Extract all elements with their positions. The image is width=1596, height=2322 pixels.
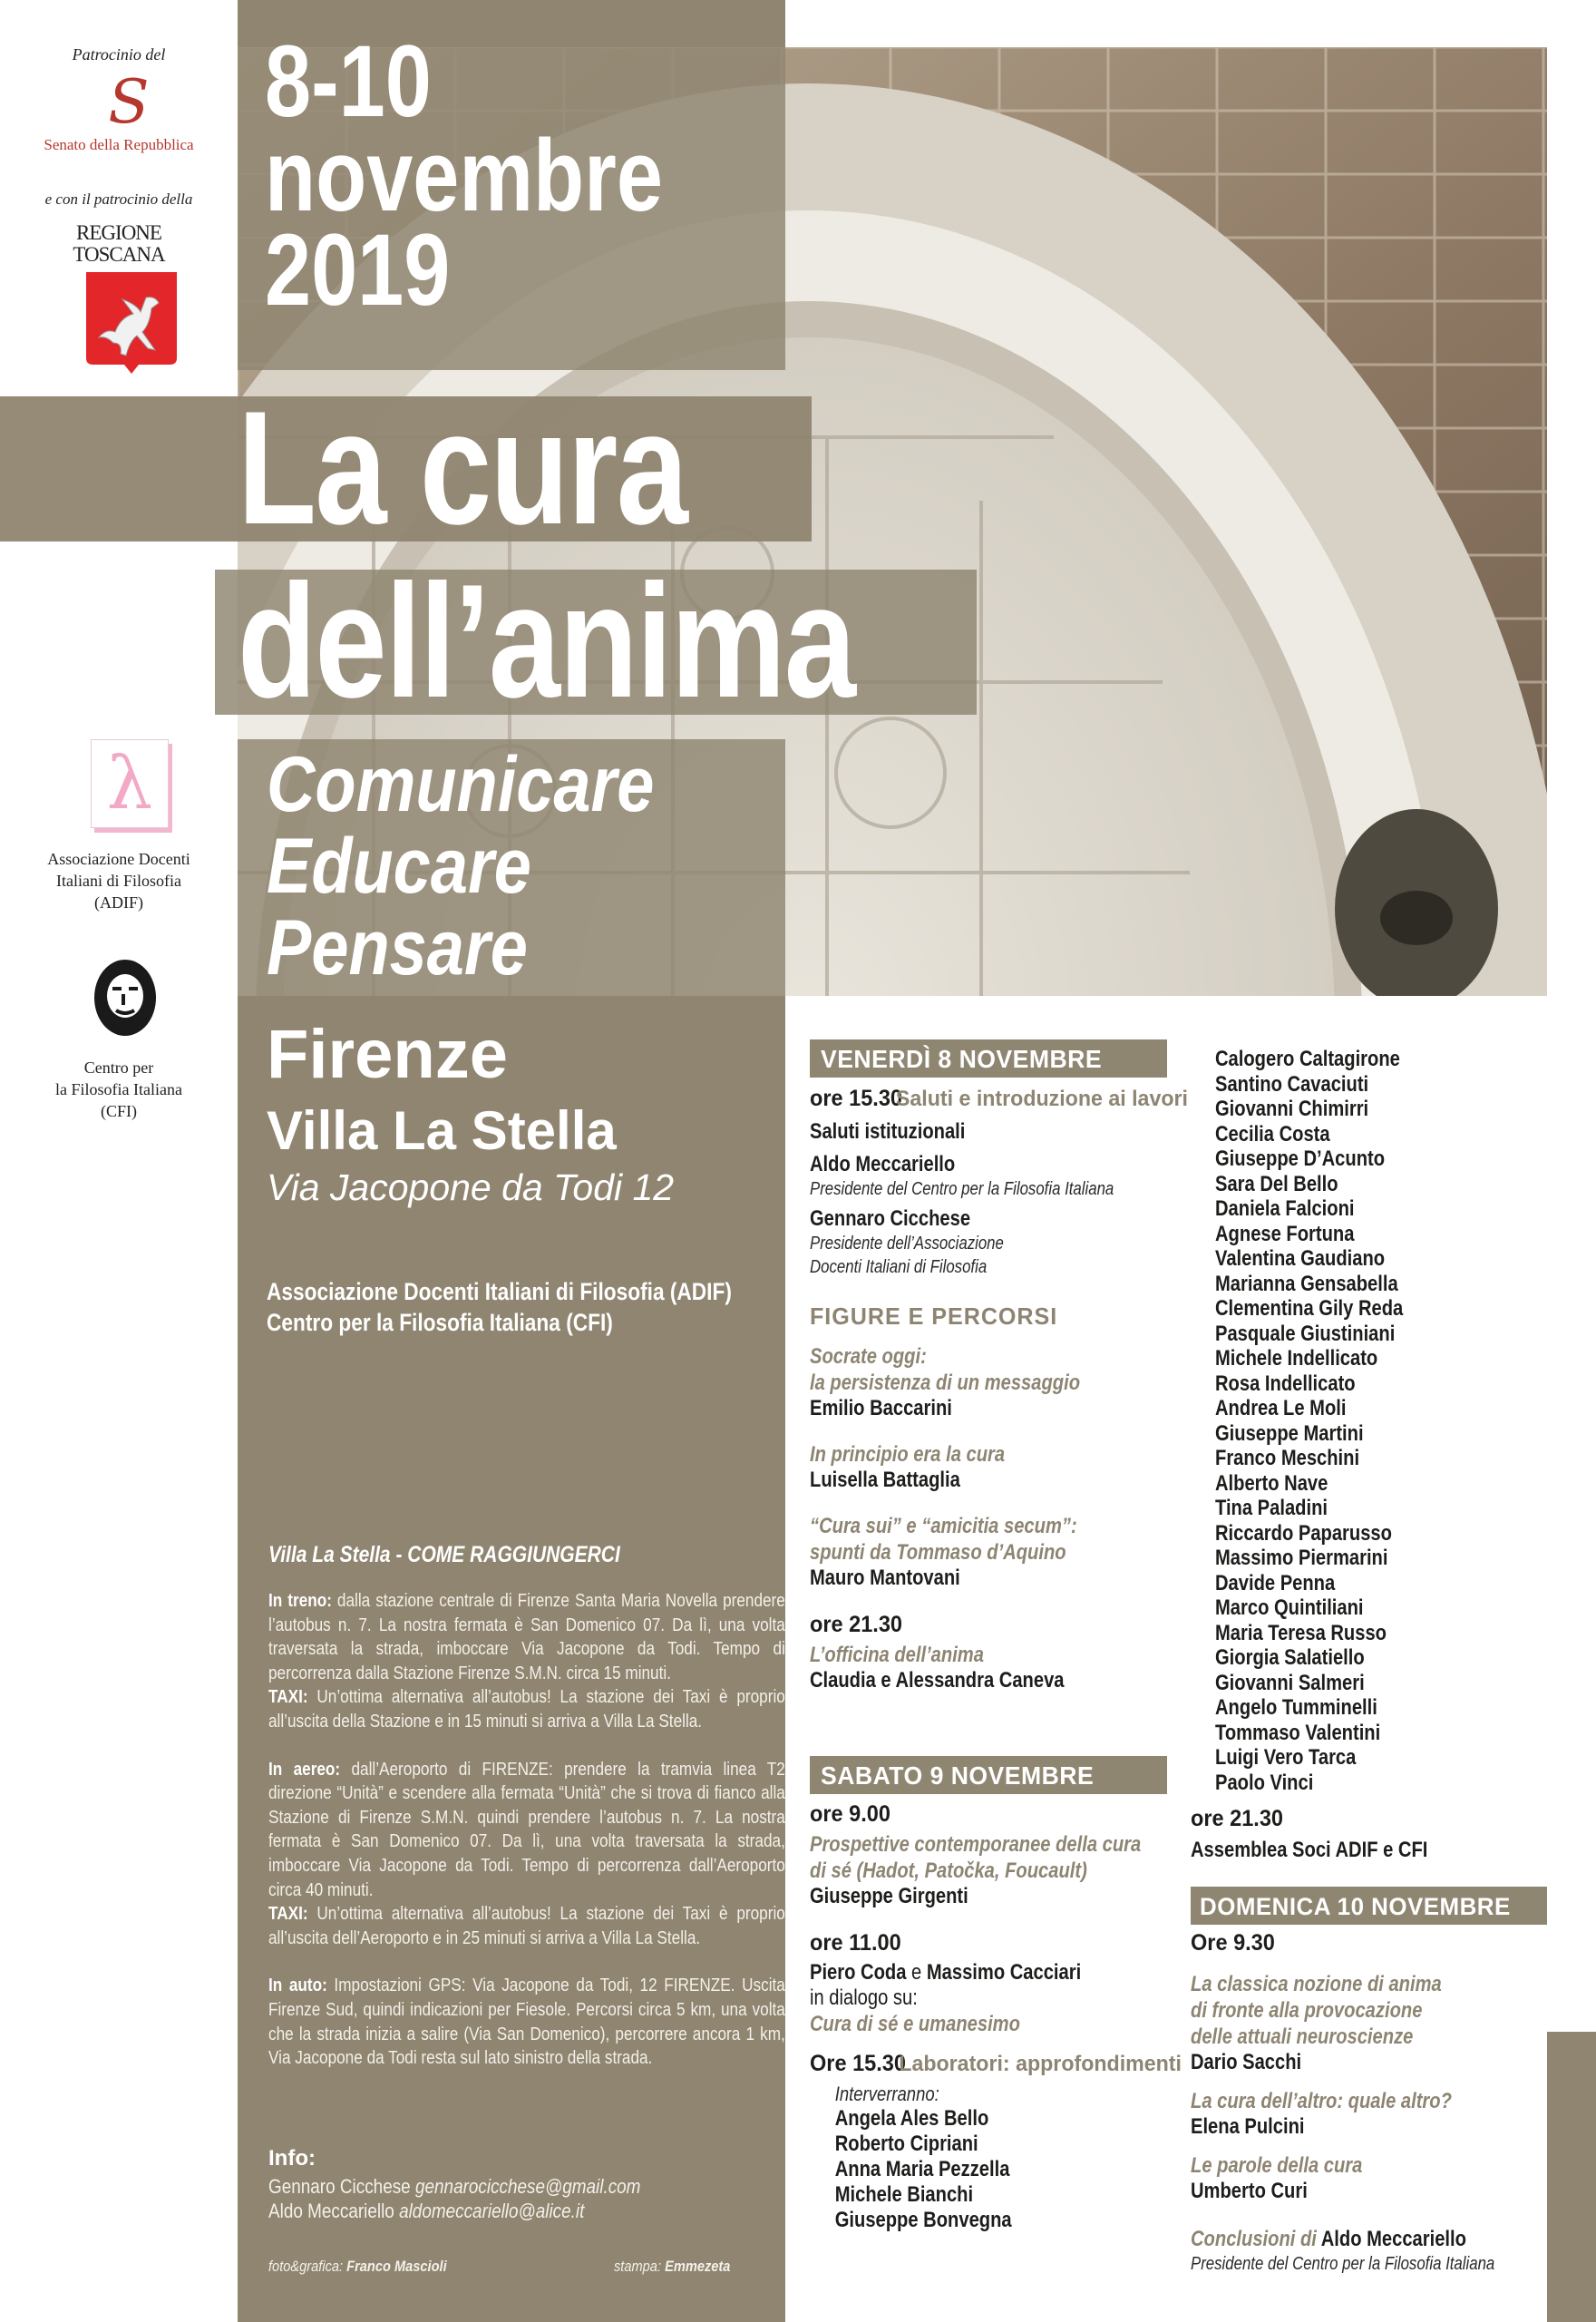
lab-speaker: Sara Del Bello [1215, 1171, 1338, 1196]
lab-speaker: Luigi Vero Tarca [1215, 1745, 1357, 1770]
lab-speaker: Giuseppe Martini [1215, 1420, 1364, 1446]
subtitle: Comunicare Educare Pensare [267, 741, 655, 991]
lab-speaker: Massimo Piermarini [1215, 1546, 1388, 1570]
lab-speaker: Riccardo Paparusso [1215, 1520, 1392, 1546]
lab-speaker: Anna Maria Pezzella [834, 2157, 1010, 2181]
lab-speaker: Daniela Falcioni [1215, 1196, 1355, 1221]
lab-speaker: Davide Penna [1215, 1570, 1336, 1595]
cfi-caption: Centro per la Filosofia Italiana (CFI) [55, 1059, 182, 1120]
venue-name: Villa La Stella [267, 1100, 617, 1161]
photo-credit: foto&grafica: Franco Mascioli [268, 2258, 447, 2275]
talk: La classica nozione di anima di fronte alla provocazione delle attuali neuroscienze Dario Sacchi [1191, 1972, 1442, 2074]
senate-logo: S [108, 67, 150, 137]
lab-speaker: Pasquale Giustiniani [1215, 1321, 1396, 1346]
venue-city: Firenze [267, 1016, 509, 1093]
lab-speaker: Roberto Cipriani [834, 2132, 978, 2156]
lab-speaker: Santino Cavaciuti [1215, 1071, 1369, 1097]
directions-body [268, 1589, 785, 2071]
friday-program: ore 15.30 Saluti e introduzione ai lavori Saluti istituzionali Aldo Meccariello Presidente del Centro per la Filosofia Italiana Gennaro Cicchese Presidente dell’Associazione Docenti Italiani di Filosofia FIGURE E PERCORSI Socrate oggi: la persistenza di un messaggio Emilio Baccarini In principio era la cura Luisella Battaglia “Cura sui” e “amicitia secum”: spunti da Tommaso d’Aquino Mauro Mantovani ore 21.30 L’officina dell’anima Claudia e Alessandra Caneva [810, 1086, 1188, 1693]
talk: “Cura sui” e “amicitia secum”: spunti da Tommaso d’Aquino Mauro Mantovani [810, 1514, 1077, 1590]
lab-speaker: Marco Quintiliani [1215, 1595, 1364, 1620]
lab-speaker: Giuseppe Bonvegna [834, 2208, 1012, 2232]
lambda-icon: λ [91, 739, 169, 828]
lab-speaker: Clementina Gily Reda [1215, 1296, 1404, 1321]
cfi-head-logo [89, 952, 161, 1049]
lab-speakers-continued [1215, 1047, 1581, 1795]
organizers: Associazione Docenti Italiani di Filosofia (ADIF) Centro per la Filosofia Italiana (CFI) [267, 1278, 732, 1336]
lab-speaker: Giovanni Chimirri [1215, 1097, 1369, 1121]
email-link[interactable]: aldomeccariello@alice.it [399, 2200, 585, 2222]
senate-name: Senato della Repubblica [44, 136, 194, 153]
sunday-program: Ore 9.30 La classica nozione di anima di fronte alla provocazione delle attuali neuroscienze Dario Sacchi La cura dell’altro: quale altro? Elena Pulcini Le parole della cura Umberto Curi Conclusioni di Aldo Meccariello Presidente del Centro per la Filosofia Italiana [1191, 1929, 1556, 2276]
info-label: Info: [268, 2146, 316, 2171]
lab-speaker: Michele Bianchi [834, 2182, 974, 2207]
lab-speaker: Giorgia Salatiello [1215, 1645, 1365, 1670]
region-name: REGIONE TOSCANA [73, 221, 165, 266]
talk: In principio era la cura Luisella Battaglia [810, 1442, 1006, 1492]
email-link[interactable]: gennarocicchese@gmail.com [414, 2175, 641, 2198]
talk: Le parole della cura Umberto Curi [1191, 2153, 1363, 2203]
lab-speaker: Franco Meschini [1215, 1446, 1360, 1470]
lab-speaker: Marianna Gensabella [1215, 1271, 1398, 1296]
lab-speaker: Tina Paladini [1215, 1496, 1328, 1520]
venue-address: Via Jacopone da Todi 12 [267, 1166, 675, 1208]
lab-speaker: Valentina Gaudiano [1215, 1246, 1386, 1271]
lab-speaker: Tommaso Valentini [1215, 1720, 1381, 1745]
saturday-evening: ore 21.30 Assemblea Soci ADIF e CFI [1191, 1806, 1428, 1862]
directions-title: Villa La Stella - COME RAGGIUNGERCI [268, 1542, 620, 1567]
title-line-2: dell’anima [238, 551, 855, 731]
lab-speaker: Angelo Tumminelli [1215, 1695, 1377, 1720]
title-line-1: La cura [238, 377, 687, 558]
print-credit: stampa: Emmezeta [614, 2258, 731, 2275]
info-contacts: Gennaro Cicchese gennarocicchese@gmail.com Aldo Meccariello aldomeccariello@alice.it [268, 2175, 641, 2222]
event-dates: 8-10 novembre 2019 [265, 24, 663, 327]
train-directions: In treno: dalla stazione centrale di Firenze Santa Maria Novella prendere l’autobus n. 7. La nostra fermata è San Domenico 07. Da lì, una volta traversata la strada, imboccare Via Jacopone da Todi. Tempo di percorrenza dalla Stazione Firenze S.M.N. circa 15 minuti. TAXI: Un’ottima alternativa all’autobus! La stazione dei Taxi è proprio all’uscita della Stazione e in 15 minuti si arriva a Villa La Stella. [268, 1590, 785, 1732]
talk: Socrate oggi: la persistenza di un messaggio Emilio Baccarini [810, 1344, 1081, 1420]
lab-speaker: Rosa Indellicato [1215, 1371, 1356, 1396]
plane-directions: In aereo: dall’Aeroporto di FIRENZE: prendere la tramvia linea T2 direzione “Unità” e scendere alla fermata “Unità” che si trova di fianco alla Stazione di Firenze S.M.N. quindi prendere l’autobus n. 7. La nostra fermata è San Domenico 07. Da lì, una volta traversata la strada, imboccare Via Jacopone da Todi. Tempo di percorrenza dall’Aeroporto circa 40 minuti. TAXI: Un’ottima alternativa all’autobus! La stazione dei Taxi è proprio all’uscita dell’Aeroporto e in 25 minuti si arriva a Villa La Stella. [268, 1758, 785, 1948]
adif-caption: Associazione Docenti Italiani di Filosofia (ADIF) [47, 850, 190, 912]
talk: La cura dell’altro: quale altro? Elena Pulcini [1191, 2089, 1452, 2139]
lab-speaker: Michele Indellicato [1215, 1346, 1378, 1371]
lab-speaker: Angela Ales Bello [834, 2106, 989, 2131]
toscana-shield-logo [86, 272, 177, 376]
saturday-program: ore 9.00 Prospettive contemporanee della cura di sé (Hadot, Patočka, Foucault) Giuseppe Girgenti ore 11.00 Piero Coda e Massimo Cacciari in dialogo su: Cura di sé e umanesimo Ore 15.30 Laboratori: approfondimenti Interverranno: Angela Ales Bello Roberto Cipriani Anna Maria Pezzella Michele Bianchi Giuseppe Bonvegna [810, 1801, 1182, 2232]
lab-speaker: Andrea Le Moli [1215, 1396, 1347, 1420]
day-header-sunday: DOMENICA 10 NOVEMBRE [1191, 1887, 1547, 1925]
lab-speaker: Cecilia Costa [1215, 1121, 1330, 1146]
lab-speaker: Alberto Nave [1215, 1470, 1328, 1496]
day-header-saturday: SABATO 9 NOVEMBRE [810, 1756, 1167, 1794]
patronage-label-2: e con il patrocinio della [44, 190, 193, 208]
patronage-label: Patrocinio del [72, 45, 166, 63]
lab-speaker: Maria Teresa Russo [1215, 1620, 1387, 1645]
lab-speaker: Giuseppe D’Acunto [1215, 1146, 1386, 1171]
lab-speaker: Agnese Fortuna [1215, 1221, 1355, 1246]
car-directions: In auto: Impostazioni GPS: Via Jacopone da Todi, 12 FIRENZE. Uscita Firenze Sud, quindi indicazioni per Fiesole. Percorsi circa 5 km, una volta che la strada inizia a salire (Via San Domenico), percorrere ancora 1 km, Via Jacopone da Todi resta sul lato sinistro della strada. [268, 1975, 785, 2069]
day-header-friday: VENERDÌ 8 NOVEMBRE [810, 1039, 1167, 1078]
lab-speaker: Paolo Vinci [1215, 1770, 1314, 1795]
lab-speaker: Giovanni Salmeri [1215, 1670, 1365, 1695]
lab-speaker: Calogero Caltagirone [1215, 1047, 1400, 1071]
